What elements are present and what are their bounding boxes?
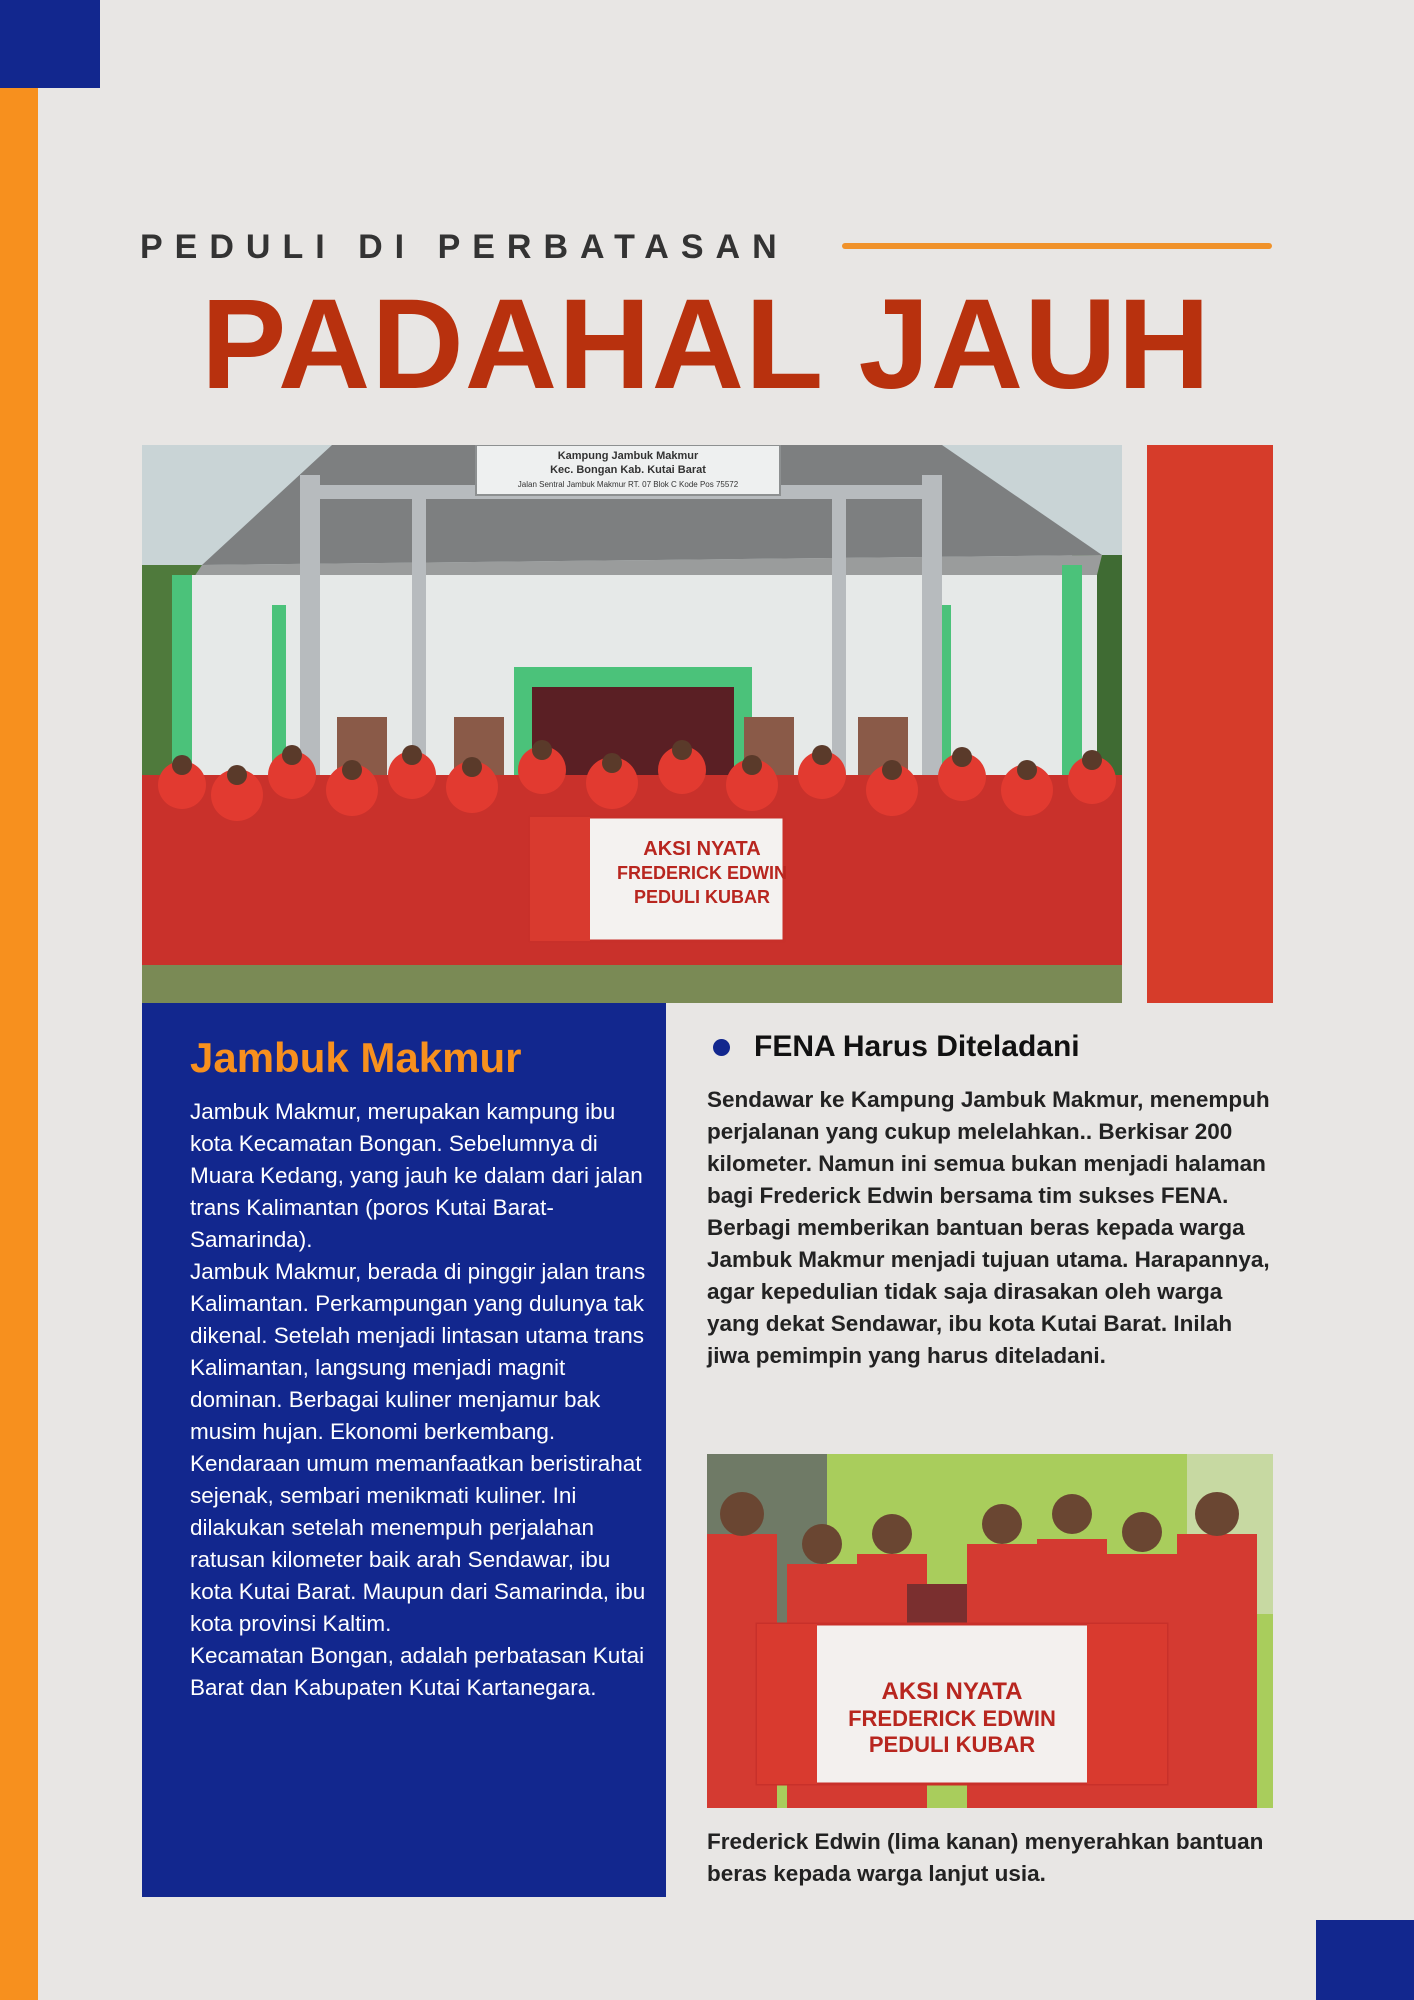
main-photo-illustration (142, 445, 1122, 1003)
paragraph: Kecamatan Bongan, adalah perbatasan Kutai Barat dan Kabupaten Kutai Kartanegara. (190, 1643, 645, 1700)
right-heading: FENA Harus Diteladani (754, 1030, 1080, 1063)
secondary-photo-illustration (707, 1454, 1273, 1808)
kicker-rule (842, 243, 1272, 249)
red-accent-block (1147, 445, 1273, 1003)
kicker-text: PEDULI DI PERBATASAN (140, 228, 789, 266)
photo-banner-line-1: AKSI NYATA (643, 838, 761, 860)
section-body (190, 1096, 650, 1704)
photo2-banner-line-2: FREDERICK EDWIN (848, 1706, 1056, 1731)
right-body: Sendawar ke Kampung Jambuk Makmur, menempuh perjalanan yang cukup melelahkan.. Berkisar 200 kilometer. Namun ini semua bukan menjadi halaman bagi Frederick Edwin bersama tim sukses FENA. Berbagi memberikan bantuan beras kepada warga Jambuk Makmur menjadi tujuan utama. Harapannya, agar kepedulian tidak saja dirasakan oleh warga yang dekat Sendawar, ibu kota Kutai Barat. Inilah jiwa pemimpin yang harus diteladani. (707, 1087, 1270, 1368)
sign-line-2: Kec. Bongan Kab. Kutai Barat (550, 464, 706, 476)
photo2-banner-line-3: PEDULI KUBAR (868, 1732, 1036, 1757)
sign-line-3: Jalan Sentral Jambuk Makmur RT. 07 Blok C Kode Pos 75572 (517, 480, 739, 489)
main-photo (142, 445, 1122, 1003)
left-accent-stripe (0, 88, 38, 2000)
corner-block-bottom-right (1316, 1920, 1414, 2000)
paragraph: Jambuk Makmur, berada di pinggir jalan trans Kalimantan. Perkampungan yang dulunya tak dikenal. Setelah menjadi lintasan utama trans Kalimantan, langsung menjadi magnit dominan. Berbagai kuliner menjamur bak musim hujan. Ekonomi berkembang. Kendaraan umum memanfaatkan beristirahat sejenak, sembari menikmati kuliner. Ini dilakukan setelah menempuh perjalahan ratusan kilometer baik arah Sendawar, ibu kota Kutai Barat. Maupun dari Samarinda, ibu kota provinsi Kaltim. (190, 1259, 646, 1636)
bullet-dot-icon (713, 1039, 730, 1056)
secondary-photo (707, 1454, 1273, 1808)
section-title: Jambuk Makmur (190, 1034, 522, 1081)
sign-line-1: Kampung Jambuk Makmur (557, 450, 699, 462)
photo-caption: Frederick Edwin (lima kanan) menyerahkan bantuan beras kepada warga lanjut usia. (707, 1829, 1264, 1886)
photo-banner-line-2: FREDERICK EDWIN (617, 863, 787, 883)
photo2-banner-line-1: AKSI NYATA (881, 1678, 1023, 1705)
corner-block-top-left (0, 0, 100, 88)
photo-banner-line-3: PEDULI KUBAR (633, 887, 771, 907)
paragraph: Jambuk Makmur, merupakan kampung ibu kota Kecamatan Bongan. Sebelumnya di Muara Kedang, yang jauh ke dalam dari jalan trans Kalimantan (poros Kutai Barat-Samarinda). (190, 1099, 643, 1252)
headline: PADAHAL JAUH (201, 273, 1211, 416)
